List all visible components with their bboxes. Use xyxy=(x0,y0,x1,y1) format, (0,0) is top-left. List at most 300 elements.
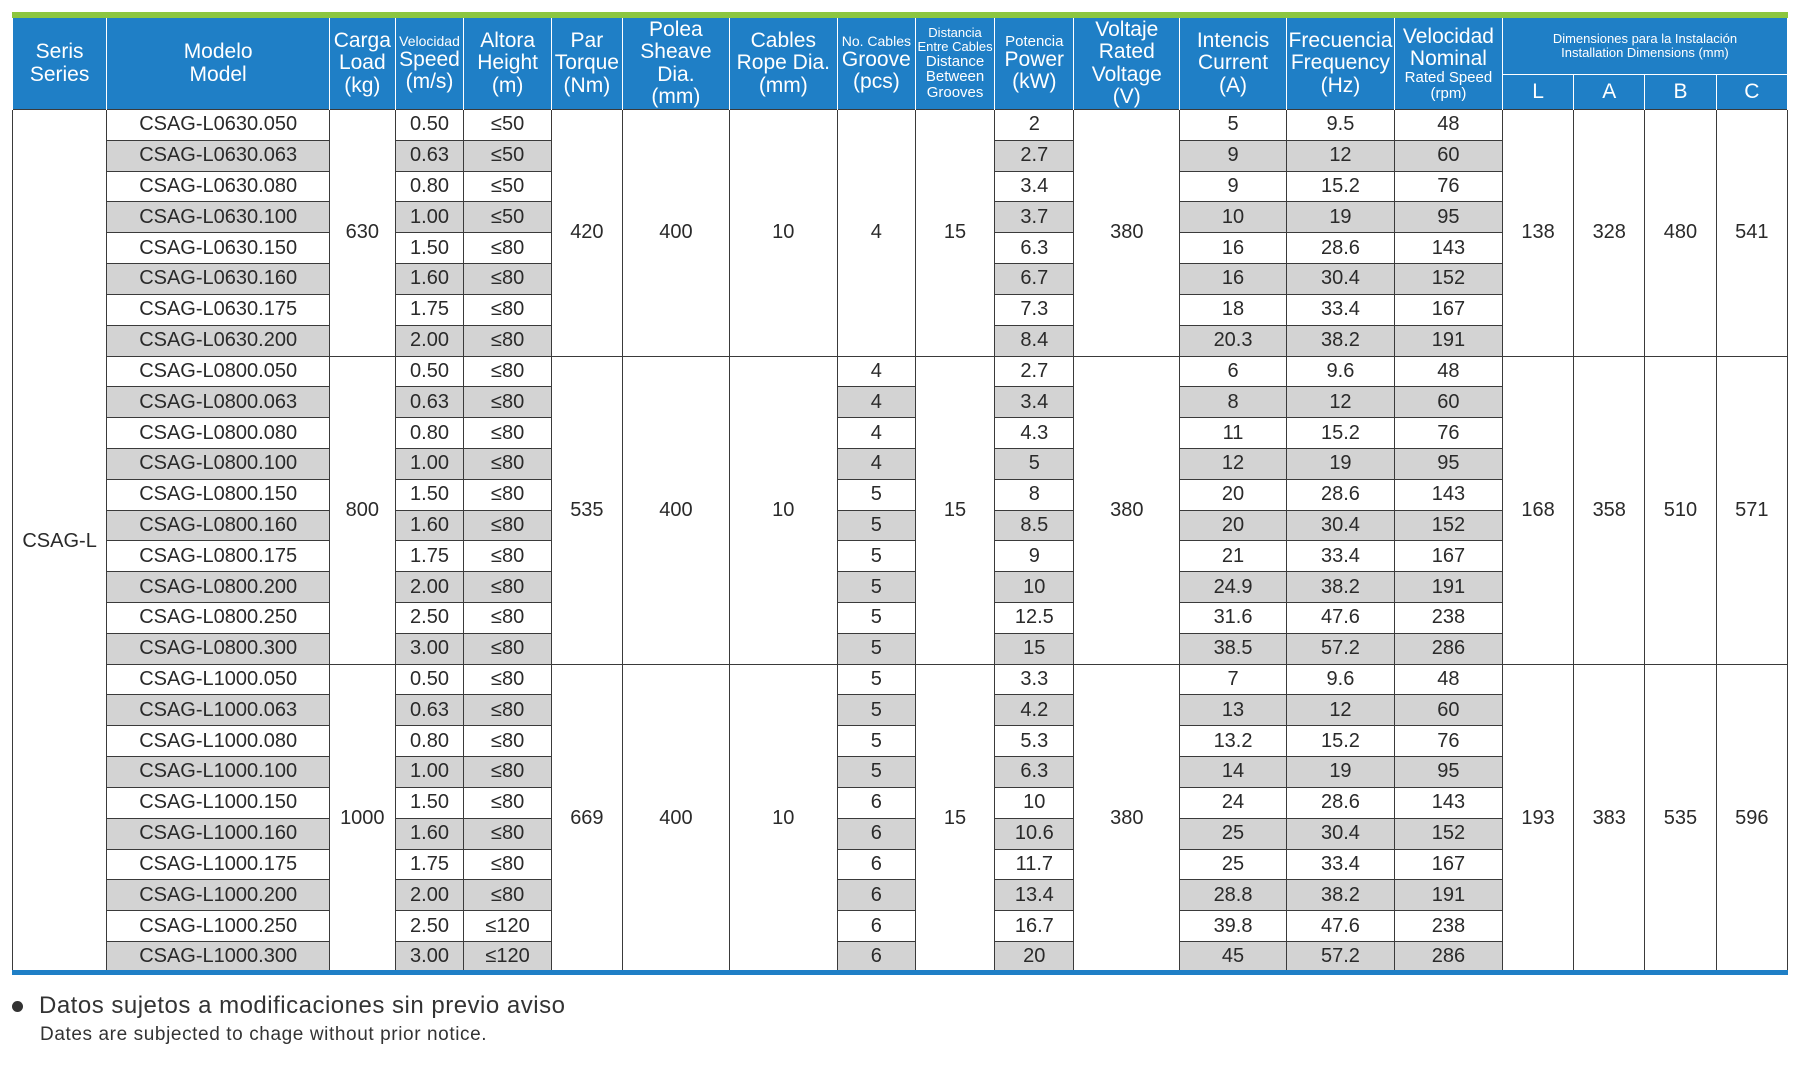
rope-cell: 10 xyxy=(729,664,837,972)
groove-cell: 6 xyxy=(837,849,915,880)
dim-c-cell: 571 xyxy=(1716,356,1787,664)
height-cell: ≤80 xyxy=(464,294,551,325)
current-cell: 16 xyxy=(1180,264,1287,295)
power-cell: 6.3 xyxy=(995,757,1074,788)
speed-cell: 1.00 xyxy=(395,757,464,788)
current-cell: 9 xyxy=(1180,171,1287,202)
model-cell: CSAG-L1000.160 xyxy=(107,818,330,849)
speed-cell: 3.00 xyxy=(395,941,464,972)
model-cell: CSAG-L0630.063 xyxy=(107,140,330,171)
header-current-unit: (A) xyxy=(1219,73,1248,97)
speed-cell: 0.63 xyxy=(395,695,464,726)
sheave-cell: 400 xyxy=(622,110,729,357)
current-cell: 5 xyxy=(1180,110,1287,141)
current-cell: 45 xyxy=(1180,941,1287,972)
header-distance xyxy=(915,18,994,110)
speed-cell: 1.75 xyxy=(395,541,464,572)
header-sheave xyxy=(622,18,729,110)
header-load-unit: (kg) xyxy=(344,73,381,97)
height-cell: ≤80 xyxy=(464,849,551,880)
rated-speed-cell: 143 xyxy=(1394,479,1502,510)
frequency-cell: 57.2 xyxy=(1286,633,1394,664)
frequency-cell: 38.2 xyxy=(1286,325,1394,356)
table-row xyxy=(13,356,1788,387)
rated-speed-cell: 191 xyxy=(1394,572,1502,603)
height-cell: ≤80 xyxy=(464,726,551,757)
height-cell: ≤80 xyxy=(464,325,551,356)
model-cell: CSAG-L0630.100 xyxy=(107,202,330,233)
speed-cell: 0.80 xyxy=(395,726,464,757)
model-cell: CSAG-L0630.050 xyxy=(107,110,330,141)
header-frequency-es: Frecuencia xyxy=(1288,29,1393,53)
header-rated-speed xyxy=(1394,18,1502,110)
header-dim-l-label: L xyxy=(1532,79,1544,103)
speed-cell: 1.00 xyxy=(395,202,464,233)
bullet-icon xyxy=(12,1001,23,1012)
frequency-cell: 15.2 xyxy=(1286,726,1394,757)
header-current-en: Current xyxy=(1198,51,1269,75)
rated-speed-cell: 167 xyxy=(1394,294,1502,325)
groove-cell: 5 xyxy=(837,510,915,541)
bottom-accent-bar xyxy=(12,970,1788,975)
current-cell: 16 xyxy=(1180,233,1287,264)
header-speed-es: Velocidad xyxy=(399,33,460,50)
power-cell: 6.7 xyxy=(995,264,1074,295)
current-cell: 28.8 xyxy=(1180,880,1287,911)
height-cell: ≤80 xyxy=(464,418,551,449)
header-dim-c-label: C xyxy=(1744,79,1760,103)
groove-cell: 5 xyxy=(837,572,915,603)
header-dim-b-label: B xyxy=(1673,79,1688,103)
model-cell: CSAG-L0800.160 xyxy=(107,510,330,541)
rated-speed-cell: 152 xyxy=(1394,510,1502,541)
header-power xyxy=(995,18,1074,110)
power-cell: 6.3 xyxy=(995,233,1074,264)
current-cell: 39.8 xyxy=(1180,911,1287,942)
header-sheave-es: Polea xyxy=(649,18,703,42)
frequency-cell: 30.4 xyxy=(1286,510,1394,541)
header-current-es: Intencis xyxy=(1196,29,1270,53)
groove-cell: 5 xyxy=(837,757,915,788)
header-dimensions-es: Dimensiones para la Instalación xyxy=(1552,31,1738,47)
height-cell: ≤80 xyxy=(464,664,551,695)
sheave-cell: 400 xyxy=(622,664,729,972)
speed-cell: 2.50 xyxy=(395,603,464,634)
header-rope-en: Rope Dia. xyxy=(736,51,830,75)
frequency-cell: 19 xyxy=(1286,448,1394,479)
specification-table xyxy=(12,18,1788,973)
height-cell: ≤50 xyxy=(464,110,551,141)
header-model xyxy=(107,18,330,110)
header-sheave-en: Sheave Dia. xyxy=(640,40,712,86)
header-distance-en-1: Distance xyxy=(925,52,985,70)
rated-speed-cell: 76 xyxy=(1394,171,1502,202)
speed-cell: 3.00 xyxy=(395,633,464,664)
header-torque-unit: (Nm) xyxy=(563,73,611,97)
groove-cell: 6 xyxy=(837,787,915,818)
current-cell: 25 xyxy=(1180,849,1287,880)
height-cell: ≤80 xyxy=(464,448,551,479)
header-distance-es-1: Distancia xyxy=(928,25,982,41)
header-distance-en-3: Grooves xyxy=(926,84,984,102)
current-cell: 10 xyxy=(1180,202,1287,233)
speed-cell: 0.50 xyxy=(395,664,464,695)
speed-cell: 1.75 xyxy=(395,849,464,880)
height-cell: ≤50 xyxy=(464,171,551,202)
power-cell: 4.2 xyxy=(995,695,1074,726)
power-cell: 10 xyxy=(995,787,1074,818)
speed-cell: 1.75 xyxy=(395,294,464,325)
groove-cell: 4 xyxy=(837,448,915,479)
header-torque-en: Torque xyxy=(554,51,619,75)
frequency-cell: 9.6 xyxy=(1286,356,1394,387)
rated-speed-cell: 167 xyxy=(1394,849,1502,880)
model-cell: CSAG-L0800.080 xyxy=(107,418,330,449)
torque-cell: 535 xyxy=(551,356,622,664)
frequency-cell: 15.2 xyxy=(1286,171,1394,202)
rope-cell: 10 xyxy=(729,356,837,664)
rated-speed-cell: 152 xyxy=(1394,818,1502,849)
groove-cell: 4 xyxy=(837,110,915,357)
speed-cell: 2.00 xyxy=(395,880,464,911)
groove-cell: 5 xyxy=(837,603,915,634)
rated-speed-cell: 48 xyxy=(1394,356,1502,387)
header-height-unit: (m) xyxy=(491,73,524,97)
header-load-es: Carga xyxy=(333,29,391,53)
distance-cell: 15 xyxy=(915,664,994,972)
load-cell: 1000 xyxy=(330,664,395,972)
dim-b-cell: 535 xyxy=(1645,664,1716,972)
frequency-cell: 30.4 xyxy=(1286,818,1394,849)
frequency-cell: 33.4 xyxy=(1286,541,1394,572)
speed-cell: 2.00 xyxy=(395,572,464,603)
header-dimensions xyxy=(1502,18,1787,75)
groove-cell: 6 xyxy=(837,880,915,911)
current-cell: 12 xyxy=(1180,448,1287,479)
power-cell: 10.6 xyxy=(995,818,1074,849)
groove-cell: 5 xyxy=(837,479,915,510)
frequency-cell: 9.5 xyxy=(1286,110,1394,141)
power-cell: 3.4 xyxy=(995,387,1074,418)
height-cell: ≤80 xyxy=(464,479,551,510)
header-speed xyxy=(395,18,464,110)
speed-cell: 2.00 xyxy=(395,325,464,356)
frequency-cell: 12 xyxy=(1286,695,1394,726)
groove-cell: 4 xyxy=(837,418,915,449)
rated-speed-cell: 48 xyxy=(1394,110,1502,141)
header-height-en: Height xyxy=(477,51,538,75)
header-rope xyxy=(729,18,837,110)
model-cell: CSAG-L0630.150 xyxy=(107,233,330,264)
current-cell: 8 xyxy=(1180,387,1287,418)
speed-cell: 0.63 xyxy=(395,140,464,171)
current-cell: 20 xyxy=(1180,479,1287,510)
current-cell: 25 xyxy=(1180,818,1287,849)
height-cell: ≤80 xyxy=(464,603,551,634)
frequency-cell: 57.2 xyxy=(1286,941,1394,972)
height-cell: ≤50 xyxy=(464,202,551,233)
height-cell: ≤80 xyxy=(464,572,551,603)
power-cell: 16.7 xyxy=(995,911,1074,942)
frequency-cell: 30.4 xyxy=(1286,264,1394,295)
current-cell: 9 xyxy=(1180,140,1287,171)
header-dim-c xyxy=(1716,75,1787,110)
voltage-cell: 380 xyxy=(1074,356,1180,664)
power-cell: 9 xyxy=(995,541,1074,572)
power-cell: 2.7 xyxy=(995,140,1074,171)
frequency-cell: 12 xyxy=(1286,140,1394,171)
header-power-en: Power xyxy=(1004,48,1065,72)
model-cell: CSAG-L1000.100 xyxy=(107,757,330,788)
speed-cell: 1.60 xyxy=(395,818,464,849)
model-cell: CSAG-L1000.300 xyxy=(107,941,330,972)
header-current xyxy=(1180,18,1287,110)
rated-speed-cell: 191 xyxy=(1394,325,1502,356)
header-rope-unit: (mm) xyxy=(758,73,808,97)
power-cell: 4.3 xyxy=(995,418,1074,449)
frequency-cell: 28.6 xyxy=(1286,787,1394,818)
rated-speed-cell: 238 xyxy=(1394,603,1502,634)
torque-cell: 420 xyxy=(551,110,622,357)
header-power-es: Potencia xyxy=(1005,32,1064,50)
header-model-en: Model xyxy=(189,62,247,86)
model-cell: CSAG-L0800.100 xyxy=(107,448,330,479)
speed-cell: 0.80 xyxy=(395,171,464,202)
frequency-cell: 33.4 xyxy=(1286,849,1394,880)
groove-cell: 6 xyxy=(837,911,915,942)
rated-speed-cell: 95 xyxy=(1394,448,1502,479)
power-cell: 20 xyxy=(995,941,1074,972)
dim-a-cell: 383 xyxy=(1574,664,1645,972)
model-cell: CSAG-L0800.150 xyxy=(107,479,330,510)
height-cell: ≤80 xyxy=(464,880,551,911)
model-cell: CSAG-L0630.160 xyxy=(107,264,330,295)
model-cell: CSAG-L0800.175 xyxy=(107,541,330,572)
load-cell: 630 xyxy=(330,110,395,357)
frequency-cell: 12 xyxy=(1286,387,1394,418)
model-cell: CSAG-L1000.150 xyxy=(107,787,330,818)
header-dimensions-en: Installation Dimensions (mm) xyxy=(1561,45,1729,60)
groove-cell: 6 xyxy=(837,818,915,849)
rated-speed-cell: 48 xyxy=(1394,664,1502,695)
rated-speed-cell: 76 xyxy=(1394,418,1502,449)
header-dim-l xyxy=(1502,75,1573,110)
rated-speed-cell: 191 xyxy=(1394,880,1502,911)
current-cell: 6 xyxy=(1180,356,1287,387)
header-voltage-en-1: Rated xyxy=(1098,40,1155,64)
speed-cell: 1.60 xyxy=(395,510,464,541)
dim-l-cell: 193 xyxy=(1502,664,1573,972)
header-rated-speed-en: Rated Speed xyxy=(1404,68,1493,86)
groove-cell: 5 xyxy=(837,541,915,572)
groove-cell: 5 xyxy=(837,633,915,664)
current-cell: 21 xyxy=(1180,541,1287,572)
header-series-en: Series xyxy=(29,62,90,86)
model-cell: CSAG-L1000.080 xyxy=(107,726,330,757)
header-torque-es: Par xyxy=(570,29,604,53)
frequency-cell: 47.6 xyxy=(1286,911,1394,942)
rated-speed-cell: 143 xyxy=(1394,233,1502,264)
distance-cell: 15 xyxy=(915,356,994,664)
frequency-cell: 19 xyxy=(1286,202,1394,233)
header-voltage-es: Voltaje xyxy=(1095,18,1159,42)
height-cell: ≤80 xyxy=(464,387,551,418)
header-frequency-en: Frequency xyxy=(1290,51,1391,75)
rated-speed-cell: 286 xyxy=(1394,941,1502,972)
speed-cell: 1.50 xyxy=(395,787,464,818)
header-load xyxy=(330,18,395,110)
power-cell: 8.5 xyxy=(995,510,1074,541)
header-rated-speed-es-2: Nominal xyxy=(1409,46,1487,70)
groove-cell: 4 xyxy=(837,387,915,418)
height-cell: ≤80 xyxy=(464,695,551,726)
table-row xyxy=(13,110,1788,141)
model-cell: CSAG-L1000.063 xyxy=(107,695,330,726)
power-cell: 2.7 xyxy=(995,356,1074,387)
model-cell: CSAG-L0800.063 xyxy=(107,387,330,418)
header-dim-a xyxy=(1574,75,1645,110)
header-model-es: Modelo xyxy=(183,40,253,64)
power-cell: 7.3 xyxy=(995,294,1074,325)
height-cell: ≤120 xyxy=(464,911,551,942)
power-cell: 12.5 xyxy=(995,603,1074,634)
height-cell: ≤80 xyxy=(464,233,551,264)
model-cell: CSAG-L0630.175 xyxy=(107,294,330,325)
table-row xyxy=(13,664,1788,695)
current-cell: 24 xyxy=(1180,787,1287,818)
header-series-es: Seris xyxy=(35,40,84,64)
distance-cell: 15 xyxy=(915,110,994,357)
header-groove-unit: (pcs) xyxy=(853,69,900,93)
header-dim-a-label: A xyxy=(1602,79,1617,103)
speed-cell: 0.50 xyxy=(395,356,464,387)
frequency-cell: 19 xyxy=(1286,757,1394,788)
model-cell: CSAG-L0630.200 xyxy=(107,325,330,356)
current-cell: 18 xyxy=(1180,294,1287,325)
speed-cell: 1.60 xyxy=(395,264,464,295)
frequency-cell: 33.4 xyxy=(1286,294,1394,325)
dim-l-cell: 138 xyxy=(1502,110,1573,357)
model-cell: CSAG-L1000.250 xyxy=(107,911,330,942)
header-rope-es: Cables xyxy=(750,29,816,53)
rated-speed-cell: 167 xyxy=(1394,541,1502,572)
dim-a-cell: 358 xyxy=(1574,356,1645,664)
dim-b-cell: 510 xyxy=(1645,356,1716,664)
speed-cell: 2.50 xyxy=(395,911,464,942)
model-cell: CSAG-L0800.250 xyxy=(107,603,330,634)
torque-cell: 669 xyxy=(551,664,622,972)
height-cell: ≤80 xyxy=(464,633,551,664)
speed-cell: 1.50 xyxy=(395,233,464,264)
voltage-cell: 380 xyxy=(1074,664,1180,972)
speed-cell: 0.50 xyxy=(395,110,464,141)
current-cell: 38.5 xyxy=(1180,633,1287,664)
model-cell: CSAG-L1000.050 xyxy=(107,664,330,695)
footnote-english: Dates are subjected to chage without prior notice. xyxy=(40,1024,488,1045)
height-cell: ≤120 xyxy=(464,941,551,972)
model-cell: CSAG-L0630.080 xyxy=(107,171,330,202)
header-height-es: Altora xyxy=(480,29,536,53)
frequency-cell: 9.6 xyxy=(1286,664,1394,695)
speed-cell: 0.80 xyxy=(395,418,464,449)
power-cell: 10 xyxy=(995,572,1074,603)
header-groove-en: Groove xyxy=(841,47,911,71)
header-voltage-en-2: Voltage xyxy=(1091,62,1162,86)
groove-cell: 4 xyxy=(837,356,915,387)
header-groove xyxy=(837,18,915,110)
current-cell: 20.3 xyxy=(1180,325,1287,356)
header-distance-es-2: Entre Cables xyxy=(917,38,993,54)
rated-speed-cell: 143 xyxy=(1394,787,1502,818)
groove-cell: 5 xyxy=(837,726,915,757)
height-cell: ≤50 xyxy=(464,140,551,171)
frequency-cell: 38.2 xyxy=(1286,880,1394,911)
current-cell: 31.6 xyxy=(1180,603,1287,634)
current-cell: 24.9 xyxy=(1180,572,1287,603)
rated-speed-cell: 238 xyxy=(1394,911,1502,942)
dim-l-cell: 168 xyxy=(1502,356,1573,664)
header-groove-es: No. Cables xyxy=(841,33,911,50)
height-cell: ≤80 xyxy=(464,356,551,387)
power-cell: 3.4 xyxy=(995,171,1074,202)
power-cell: 8 xyxy=(995,479,1074,510)
height-cell: ≤80 xyxy=(464,787,551,818)
model-cell: CSAG-L1000.175 xyxy=(107,849,330,880)
header-frequency-unit: (Hz) xyxy=(1320,73,1361,97)
power-cell: 2 xyxy=(995,110,1074,141)
model-cell: CSAG-L1000.200 xyxy=(107,880,330,911)
current-cell: 7 xyxy=(1180,664,1287,695)
series-cell: CSAG-L xyxy=(13,110,107,973)
power-cell: 8.4 xyxy=(995,325,1074,356)
frequency-cell: 38.2 xyxy=(1286,572,1394,603)
rated-speed-cell: 60 xyxy=(1394,695,1502,726)
rated-speed-cell: 286 xyxy=(1394,633,1502,664)
header-speed-en: Speed xyxy=(399,47,460,71)
load-cell: 800 xyxy=(330,356,395,664)
height-cell: ≤80 xyxy=(464,510,551,541)
header-voltage xyxy=(1074,18,1180,110)
dim-c-cell: 541 xyxy=(1716,110,1787,357)
header-sheave-unit: (mm) xyxy=(651,84,701,108)
header-distance-en-2: Between xyxy=(925,68,985,86)
header-speed-unit: (m/s) xyxy=(405,69,454,93)
power-cell: 3.7 xyxy=(995,202,1074,233)
height-cell: ≤80 xyxy=(464,264,551,295)
power-cell: 11.7 xyxy=(995,849,1074,880)
footnote xyxy=(12,992,565,1046)
header-dim-b xyxy=(1645,75,1716,110)
rated-speed-cell: 95 xyxy=(1394,202,1502,233)
frequency-cell: 15.2 xyxy=(1286,418,1394,449)
rated-speed-cell: 76 xyxy=(1394,726,1502,757)
power-cell: 5 xyxy=(995,448,1074,479)
header-torque xyxy=(551,18,622,110)
table-body xyxy=(13,110,1788,973)
speed-cell: 1.50 xyxy=(395,479,464,510)
header-rated-speed-es-1: Velocidad xyxy=(1402,24,1494,48)
header-height xyxy=(464,18,551,110)
header-load-en: Load xyxy=(338,51,386,75)
model-cell: CSAG-L0800.300 xyxy=(107,633,330,664)
current-cell: 14 xyxy=(1180,757,1287,788)
dim-c-cell: 596 xyxy=(1716,664,1787,972)
rated-speed-cell: 95 xyxy=(1394,757,1502,788)
power-cell: 15 xyxy=(995,633,1074,664)
sheave-cell: 400 xyxy=(622,356,729,664)
groove-cell: 5 xyxy=(837,664,915,695)
speed-cell: 1.00 xyxy=(395,448,464,479)
